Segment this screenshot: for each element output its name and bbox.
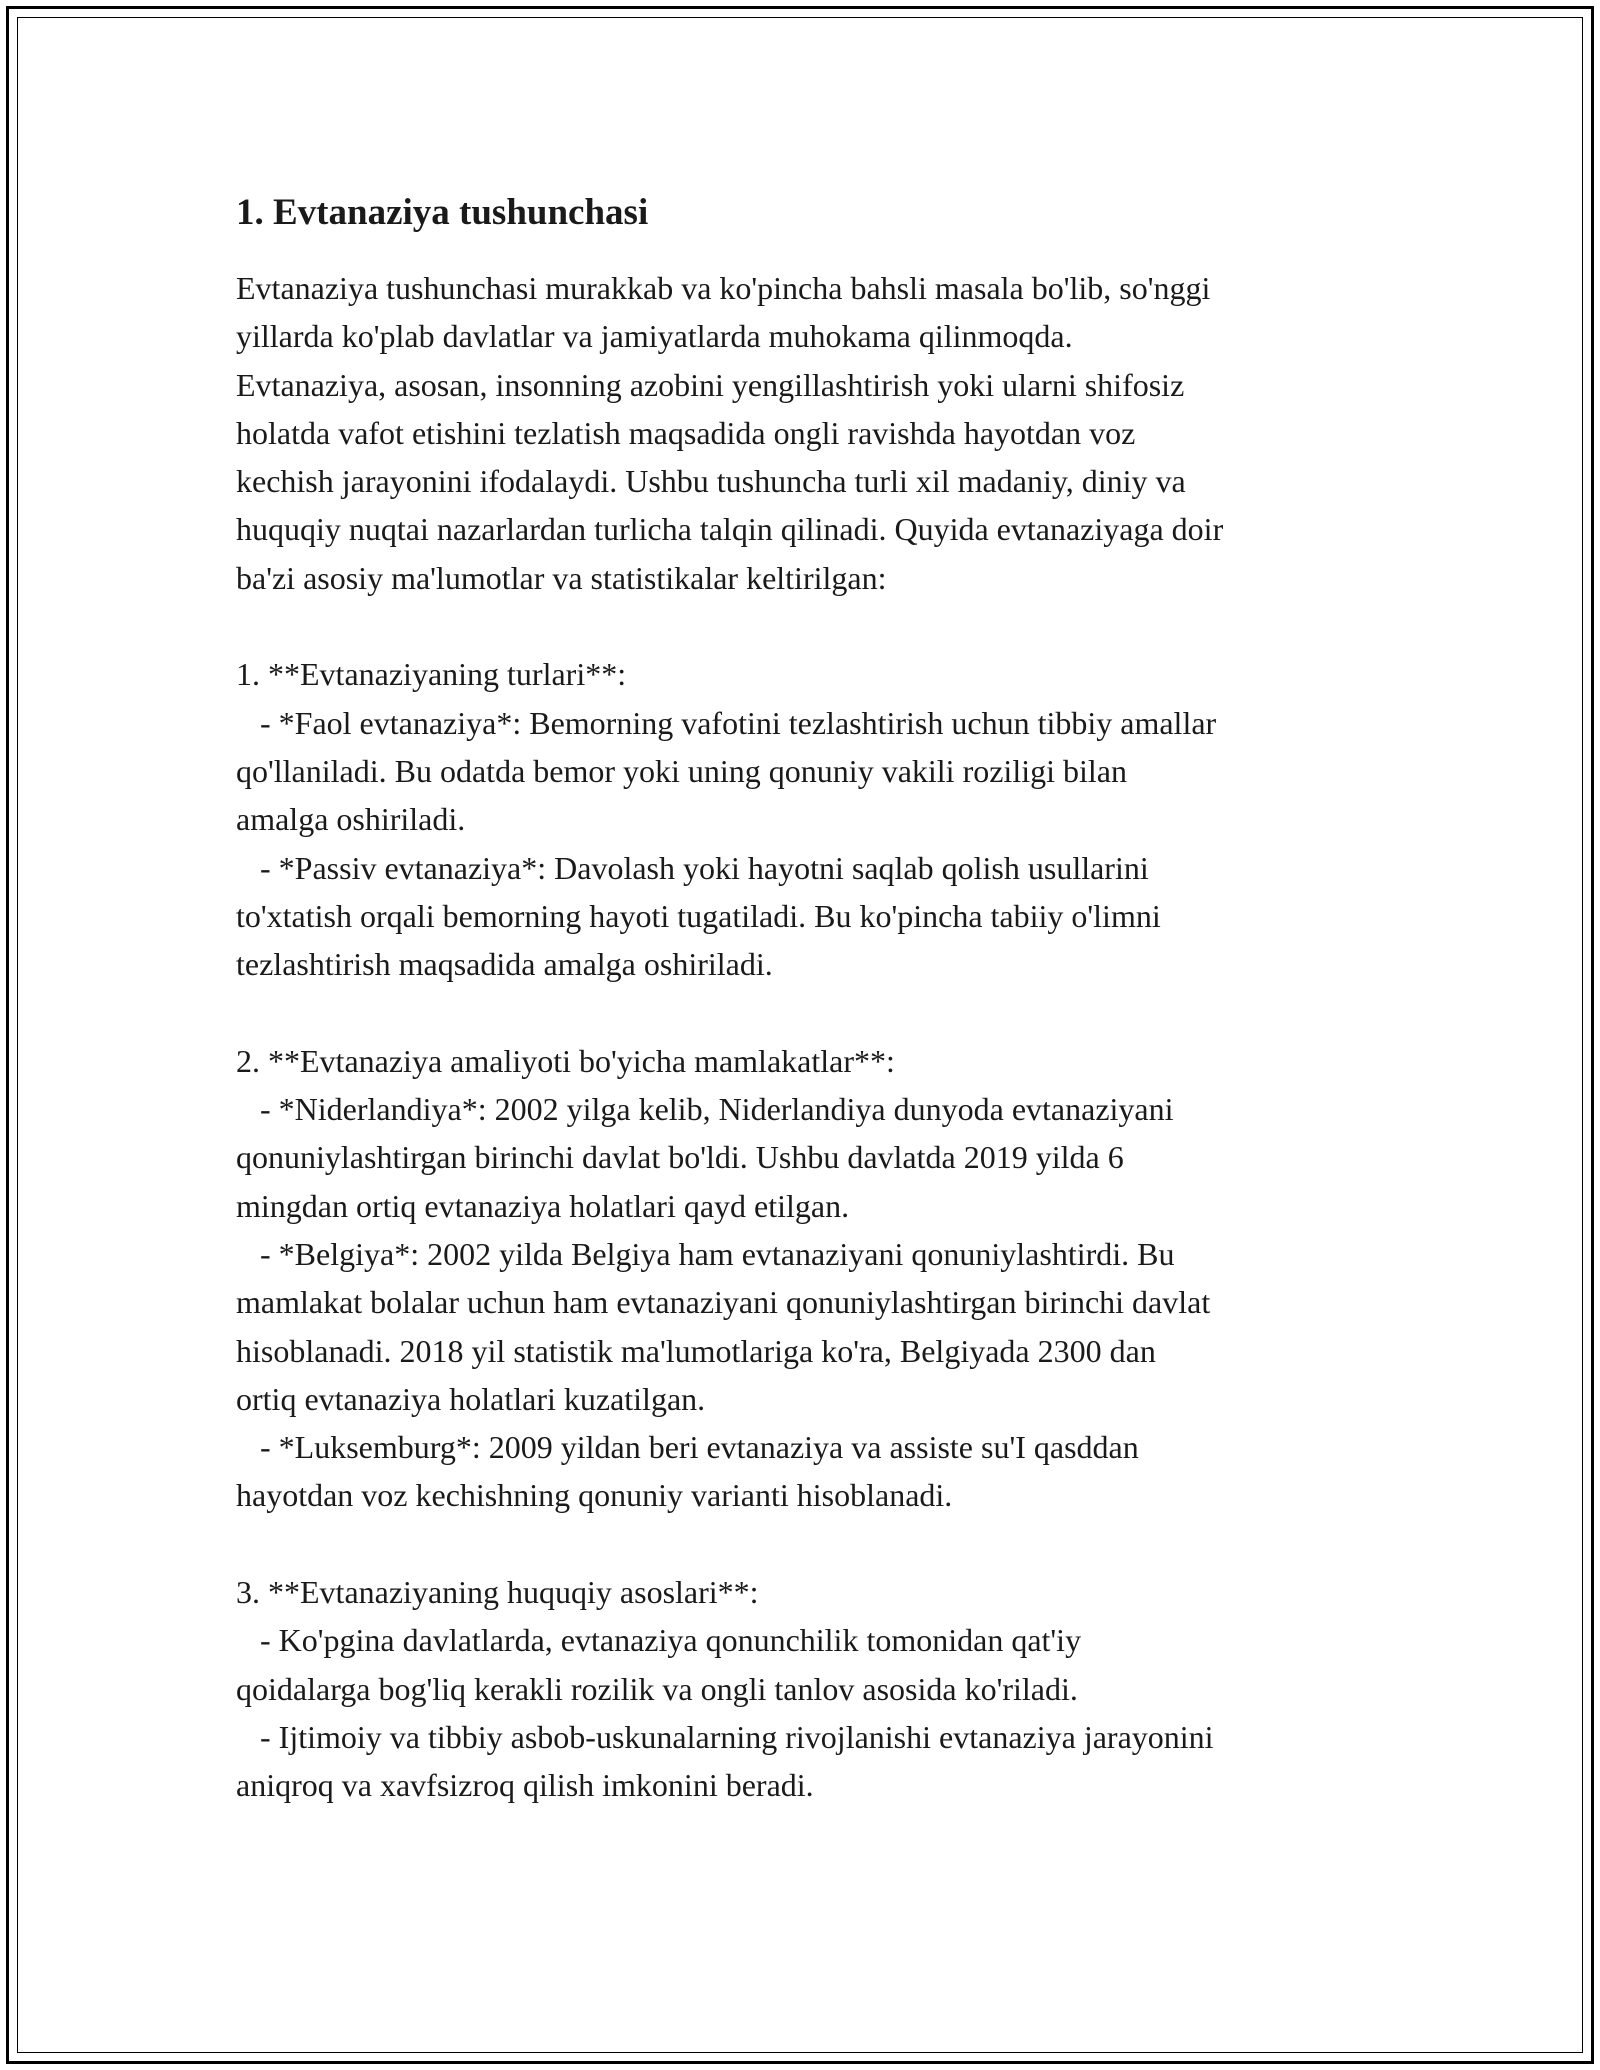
document-content (236, 184, 1386, 1810)
body-text: Evtanaziya tushunchasi murakkab va ko'pincha bahsli masala bo'lib, so'nggi yillarda ko'plab davlatlar va jamiyatlarda muhokama qilinmoqda. Evtanaziya, asosan, insonning azobini yengillashtirish yoki ularni shifosiz holatda vafot etishini tezlatish maqsadida ongli ravishda hayotdan voz kechish jarayonini ifodalaydi. Ushbu tushuncha turli xil madaniy, diniy va huquqiy nuqtai nazarlardan turlicha talqin qilinadi. Quyida evtanaziyaga doir ba'zi asosiy ma'lumotlar va statistikalar keltirilgan: 1. **Evtanaziyaning turlari**: - *Faol evtanaziya*: Bemorning vafotini tezlashtirish uchun tibbiy amallar qo'llaniladi. Bu odatda bemor yoki uning qonuniy vakili roziligi bilan amalga oshiriladi. - *Passiv evtanaziya*: Davolash yoki hayotni saqlab qolish usullarini to'xtatish orqali bemorning hayoti tugatiladi. Bu ko'pincha tabiiy o'limni tezlashtirish maqsadida amalga oshiriladi. 2. **Evtanaziya amaliyoti bo'yicha mamlakatlar**: - *Niderlandiya*: 2002 yilga kelib, Niderlandiya dunyoda evtanaziyani qonuniylashtirgan birinchi davlat bo'ldi. Ushbu davlatda 2019 yilda 6 mingdan ortiq evtanaziya holatlari qayd etilgan. - *Belgiya*: 2002 yilda Belgiya ham evtanaziyani qonuniylashtirdi. Bu mamlakat bolalar uchun ham evtanaziyani qonuniylashtirgan birinchi davlat hisoblanadi. 2018 yil statistik ma'lumotlariga ko'ra, Belgiyada 2300 dan ortiq evtanaziya holatlari kuzatilgan. - *Luksemburg*: 2009 yildan beri evtanaziya va assiste su'I qasddan hayotdan voz kechishning qonuniy varianti hisoblanadi. 3. **Evtanaziyaning huquqiy asoslari**: - Ko'pgina davlatlarda, evtanaziya qonunchilik tomonidan qat'iy qoidalarga bog'liq kerakli rozilik va ongli tanlov asosida ko'riladi. - Ijtimoiy va tibbiy asbob-uskunalarning rivojlanishi evtanaziya jarayonini aniqroq va xavfsizroq qilish imkonini beradi. (236, 270, 1224, 1804)
section-heading: 1. Evtanaziya tushunchasi (236, 192, 649, 233)
